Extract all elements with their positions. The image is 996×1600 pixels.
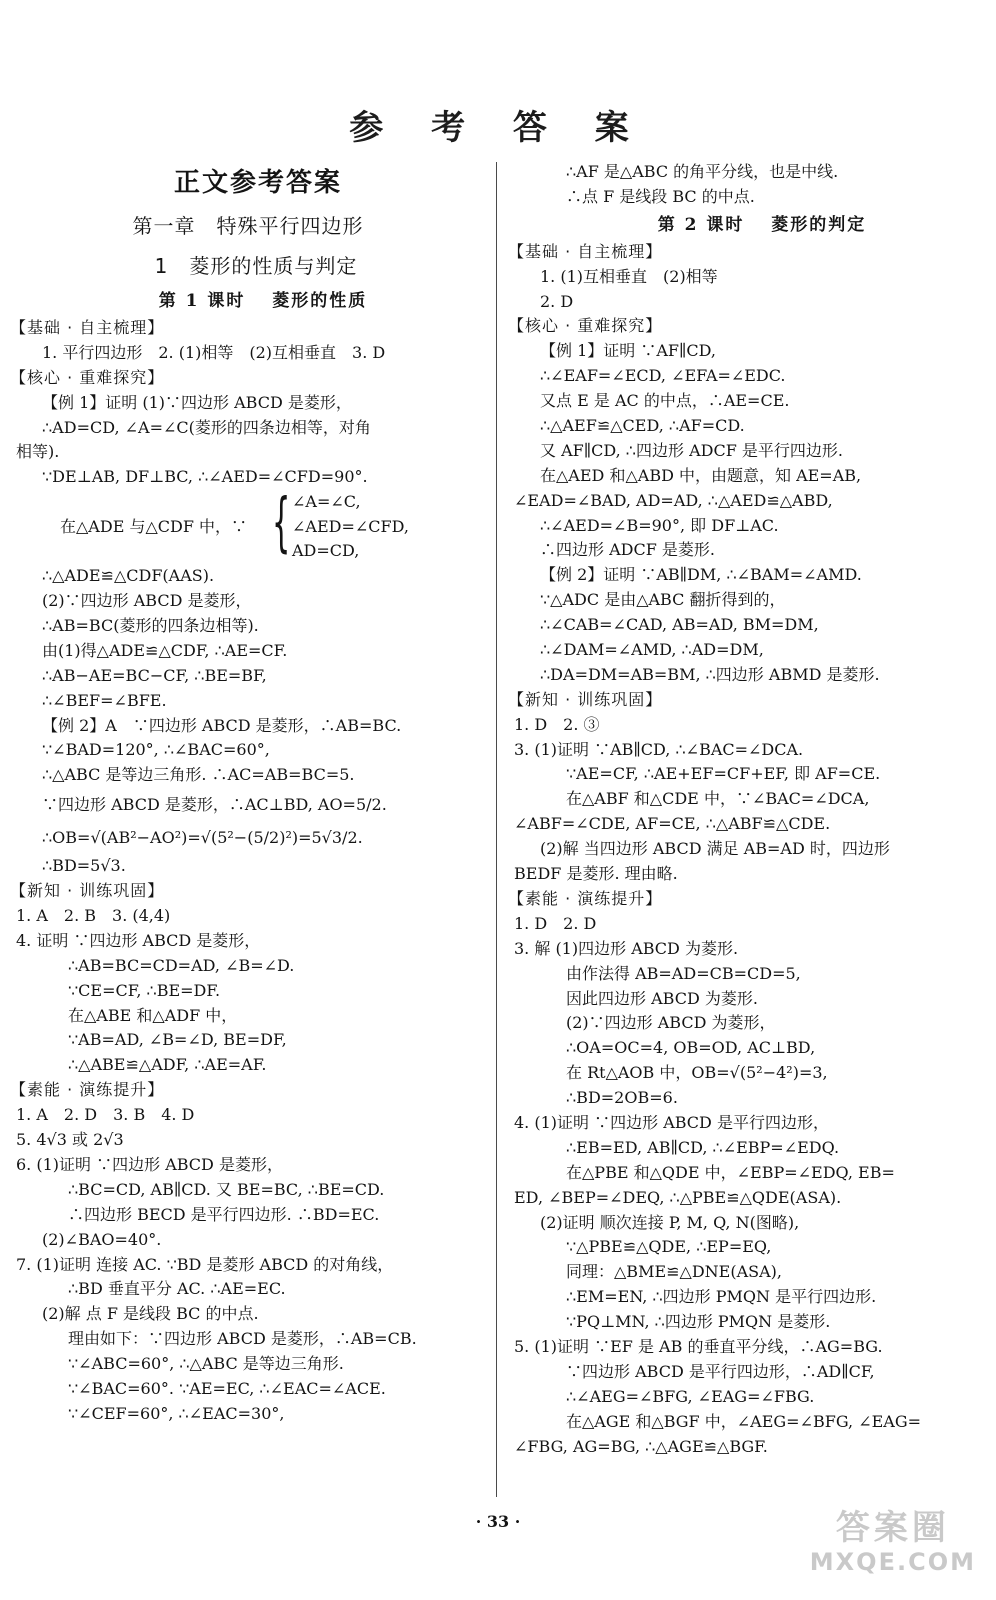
answer-line: 4. 证明 ∵四边形 ABCD 是菱形， (16, 930, 261, 950)
answer-line: ∵AB=AD, ∠B=∠D, BE=DF, (68, 1030, 287, 1050)
answer-line: 1. D 2. D (514, 913, 597, 933)
right-lines-a (508, 160, 986, 210)
answer-line: 又 AF∥CD, ∴四边形 ADCF 是平行四边形. (540, 440, 843, 460)
answer-line: 【例 1】证明 (1)∵四边形 ABCD 是菱形， (42, 392, 352, 412)
answer-line: ∴BD 垂直平分 AC. ∴AE=EC. (68, 1279, 286, 1299)
answer-line: ∵四边形 ABCD 是菱形，∴AC⊥BD, AO=5/2. (42, 795, 387, 815)
answer-line: 7. (1)证明 连接 AC. ∵BD 是菱形 ABCD 的对角线， (16, 1254, 394, 1274)
brace-lead: 在△ADE 与△CDF 中，∵ (60, 517, 248, 537)
page-title: 参 考 答 案 (349, 108, 647, 148)
answer-line: 【例 2】证明 ∵AB∥DM, ∴∠BAM=∠AMD. (540, 565, 862, 585)
answer-line: 由(1)得△ADE≌△CDF, ∴AE=CF. (42, 640, 288, 660)
answer-line: BEDF 是菱形. 理由略. (514, 864, 678, 884)
answer-line: 在△AGE 和△BGF 中，∠AEG=∠BFG, ∠EAG= (566, 1411, 922, 1431)
answer-line: ∴∠EAF=∠ECD, ∠EFA=∠EDC. (540, 366, 786, 386)
column-divider (496, 162, 497, 1497)
answer-line: ∴AB−AE=BC−CF, ∴BE=BF, (42, 665, 267, 685)
answer-line: 3. (1)证明 ∵AB∥CD, ∴∠BAC=∠DCA. (514, 739, 804, 759)
answer-line: ∴BD=5√3. (42, 856, 126, 876)
section-tag: 【新知 · 训练巩固】 (10, 881, 165, 901)
brace-item: AD=CD, (292, 541, 360, 561)
watermark-logo (810, 1508, 976, 1576)
section-tag: 【核心 · 重难探究】 (10, 367, 165, 387)
answer-line: ∵△PBE≌△QDE, ∴EP=EQ, (566, 1237, 772, 1257)
answer-line: ∴EB=ED, AB∥CD, ∴∠EBP=∠EDQ. (566, 1137, 840, 1157)
answer-line: 1. D 2. ③ (514, 714, 600, 734)
answer-line: 同理：△BME≌△DNE(ASA), (566, 1262, 782, 1282)
answer-line: 在△PBE 和△QDE 中，∠EBP=∠EDQ, EB= (566, 1162, 895, 1182)
answer-line: ∴∠AED=∠B=90°, 即 DF⊥AC. (540, 515, 779, 535)
section-tag: 【基础 · 自主梳理】 (10, 318, 165, 337)
section-tag: 【核心 · 重难探究】 (508, 316, 663, 336)
watermark-url: MXQE.COM (809, 1548, 976, 1576)
right-lines-b (508, 240, 986, 1460)
answer-line: ∴AD=CD, ∠A=∠C(菱形的四条边相等，对角 (42, 417, 371, 437)
answer-line: ∵DE⊥AB, DF⊥BC, ∴∠AED=∠CFD=90°. (42, 467, 368, 487)
answer-line: ∵四边形 ABCD 是平行四边形，∴AD∥CF, (566, 1361, 875, 1381)
lesson-heading: 第 1 课时 菱形的性质 (158, 291, 368, 311)
answer-line: 3. 解 (1)四边形 ABCD 为菱形. (514, 938, 739, 958)
answer-line: ∴△ABE≌△ADF, ∴AE=AF. (68, 1055, 267, 1075)
answer-line: 4. (1)证明 ∵四边形 ABCD 是平行四边形， (514, 1112, 829, 1132)
answer-line: 在△AED 和△ABD 中，由题意，知 AE=AB, (540, 465, 862, 485)
answer-line: ∴△ABC 是等边三角形. ∴AC=AB=BC=5. (42, 765, 355, 785)
answer-line: ∵∠CEF=60°, ∴∠EAC=30°, (68, 1403, 285, 1423)
answer-line: ∴DA=DM=AB=BM, ∴四边形 ABMD 是菱形. (540, 664, 880, 684)
answer-line: ∵∠BAD=120°, ∴∠BAC=60°, (42, 740, 270, 760)
brace-item: ∠AED=∠CFD, (292, 516, 409, 536)
answer-line: 在△ABE 和△ADF 中， (68, 1005, 238, 1025)
brace-symbol: { (272, 486, 291, 561)
brace-item: ∠A=∠C, (292, 492, 361, 512)
right-column (508, 160, 986, 1459)
answer-line: 由作法得 AB=AD=CB=CD=5, (566, 963, 801, 983)
answer-line: 又点 E 是 AC 的中点，∴AE=CE. (540, 391, 790, 411)
answer-line: 在 Rt△AOB 中，OB=√(5²−4²)=3, (566, 1063, 828, 1083)
section-heading: 1 菱形的性质与判定 (154, 254, 358, 278)
watermark-text: 答案圈 (835, 1508, 950, 1548)
chapter-heading: 第一章 特殊平行四边形 (132, 214, 364, 238)
answer-line: 6. (1)证明 ∵四边形 ABCD 是菱形， (16, 1154, 283, 1174)
answer-line: ∵CE=CF, ∴BE=DF. (68, 980, 221, 1000)
answer-line: 因此四边形 ABCD 为菱形. (566, 988, 758, 1008)
answer-line: ∴BD=2OB=6. (566, 1088, 678, 1108)
answer-line: ∴EM=EN, ∴四边形 PMQN 是平行四边形. (566, 1287, 877, 1307)
congruence-conditions (10, 486, 486, 564)
section-tag: 【基础 · 自主梳理】 (508, 241, 663, 261)
lesson-heading: 第 2 课时 菱形的判定 (657, 214, 867, 235)
brace-items (292, 490, 409, 564)
answer-line: ∴AB=BC(菱形的四条边相等). (42, 616, 259, 636)
answer-line: 1. (1)互相垂直 (2)相等 (540, 266, 718, 286)
answer-line: ∵∠BAC=60°. ∵AE=EC, ∴∠EAC=∠ACE. (68, 1378, 386, 1398)
answer-line: ∴BC=CD, AB∥CD. 又 BE=BC, ∴BE=CD. (68, 1179, 385, 1199)
answer-line: (2)解 点 F 是线段 BC 的中点. (42, 1304, 259, 1324)
answer-line: ∴∠AEG=∠BFG, ∠EAG=∠FBG. (566, 1386, 815, 1406)
left-lines-b (10, 564, 486, 1427)
left-column (10, 160, 486, 1427)
answer-line: 5. (1)证明 ∵EF 是 AB 的垂直平分线，∴AG=BG. (514, 1336, 883, 1356)
answer-line: ∴∠CAB=∠CAD, AB=AD, BM=DM, (540, 615, 819, 635)
answer-line: (2)解 当四边形 ABCD 满足 AB=AD 时，四边形 (540, 839, 890, 859)
answer-line: 2. D (540, 291, 574, 311)
answer-line: 5. 4√3 或 2√3 (16, 1130, 124, 1150)
answer-line: ∴点 F 是线段 BC 的中点. (566, 186, 755, 206)
answer-line: ∴AF 是△ABC 的角平分线，也是中线. (566, 162, 839, 181)
section-tag: 【新知 · 训练巩固】 (508, 689, 663, 709)
answer-line: ∴四边形 ADCF 是菱形. (540, 540, 715, 560)
answer-line: ∴四边形 BECD 是平行四边形. ∴BD=EC. (68, 1204, 380, 1224)
section-tag: 【素能 · 演练提升】 (508, 888, 663, 908)
answer-line: ∠FBG, AG=BG, ∴△AGE≌△BGF. (514, 1436, 768, 1456)
answer-line: (2)∵四边形 ABCD 是菱形， (42, 591, 252, 611)
answer-line: 【例 2】A ∵四边形 ABCD 是菱形，∴AB=BC. (42, 715, 402, 735)
answer-line: ∴OA=OC=4, OB=OD, AC⊥BD, (566, 1038, 816, 1058)
answer-line: (2)证明 顺次连接 P, M, Q, N(图略), (540, 1212, 800, 1232)
answer-line: 1. A 2. D 3. B 4. D (16, 1105, 195, 1125)
answer-line: 相等). (16, 442, 60, 462)
answer-line: ∵PQ⊥MN, ∴四边形 PMQN 是菱形. (566, 1312, 831, 1332)
answer-line: ∴∠DAM=∠AMD, ∴AD=DM, (540, 640, 764, 660)
page-number: · 33 · (475, 1512, 521, 1531)
answer-line: (2)∵四边形 ABCD 为菱形， (566, 1013, 776, 1033)
answer-line: ∴AB=BC=CD=AD, ∠B=∠D. (68, 955, 295, 975)
answer-line: 【例 1】证明 ∵AF∥CD, (540, 341, 716, 361)
answer-line: 理由如下：∵四边形 ABCD 是菱形，∴AB=CB. (68, 1329, 417, 1349)
answer-line: (2)∠BAO=40°. (42, 1229, 162, 1249)
answer-line: ∴△ADE≌△CDF(AAS). (42, 566, 215, 586)
answer-line: ∠EAD=∠BAD, AD=AD, ∴△AED≌△ABD, (514, 490, 833, 510)
answer-line: 1. A 2. B 3. (4,4) (16, 906, 171, 926)
answer-line: ∠ABF=∠CDE, AF=CE, ∴△ABF≌△CDE. (514, 814, 831, 834)
answer-line: ED, ∠BEP=∠DEQ, ∴△PBE≌△QDE(ASA). (514, 1187, 842, 1207)
answer-line: ∴∠BEF=∠BFE. (42, 690, 167, 710)
answer-line: ∴△AEF≌△CED, ∴AF=CD. (540, 416, 745, 436)
answer-line: ∵△ADC 是由△ABC 翻折得到的， (540, 590, 786, 610)
answer-line: 在△ABF 和△CDE 中，∵∠BAC=∠DCA, (566, 789, 870, 809)
answer-line: ∵∠ABC=60°, ∴△ABC 是等边三角形. (68, 1354, 344, 1374)
answer-line: ∴OB=√(AB²−AO²)=√(5²−(5/2)²)=5√3/2. (42, 828, 363, 848)
answer-line: 1. 平行四边形 2. (1)相等 (2)互相垂直 3. D (42, 342, 386, 362)
main-heading: 正文参考答案 (173, 168, 342, 198)
answer-line: ∵AE=CF, ∴AE+EF=CF+EF, 即 AF=CE. (566, 764, 881, 784)
left-lines-a (10, 316, 486, 490)
section-tag: 【素能 · 演练提升】 (10, 1080, 165, 1100)
